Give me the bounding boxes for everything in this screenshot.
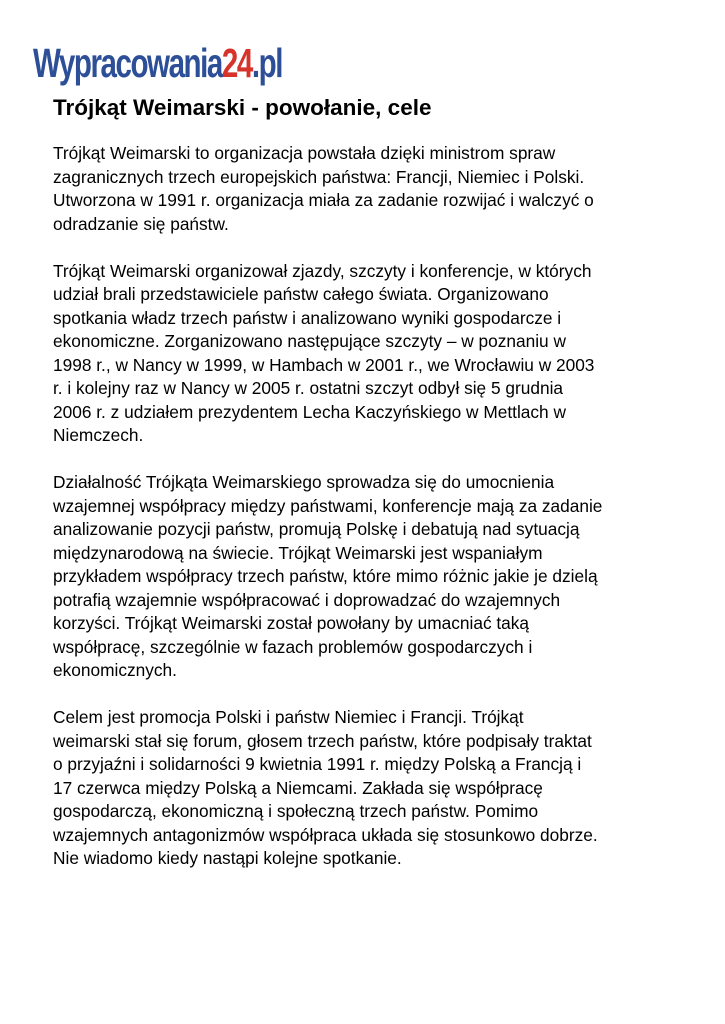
text-line: ekonomiczne. Zorganizowano następujące szczyty – w poznaniu w <box>53 331 566 351</box>
text-line: Celem jest promocja Polski i państw Niemiec i Francji. Trójkąt <box>53 707 524 727</box>
text-line: Nie wiadomo kiedy nastąpi kolejne spotkanie. <box>53 848 402 868</box>
text-line: analizowanie pozycji państw, promują Polskę i debatują nad sytuacją <box>53 519 580 539</box>
text-line: odradzanie się państw. <box>53 213 229 234</box>
paragraph <box>53 260 693 448</box>
text-line: ekonomicznych. <box>53 660 177 680</box>
document-title: Trójkąt Weimarski - powołanie, cele <box>53 95 432 120</box>
site-logo[interactable] <box>33 14 282 84</box>
text-line: korzyści. Trójkąt Weimarski został powołany by umacniać taką <box>53 613 530 633</box>
text-line: wzajemnej współpracy między państwami, konferencje mają za zadanie <box>53 495 603 516</box>
logo-name: Wypracowania <box>33 40 222 86</box>
text-line: Niemczech. <box>53 425 144 445</box>
text-line: Działalność Trójkąta Weimarskiego sprowadza się do umocnienia <box>53 472 555 492</box>
text-line: międzynarodową na świecie. Trójkąt Weimarski jest wspaniałym <box>53 542 543 563</box>
text-line: Utworzona w 1991 r. organizacja miała za zadanie rozwijać i walczyć o <box>53 190 594 210</box>
logo-tld: .pl <box>251 40 282 86</box>
text-line: Trójkąt Weimarski organizował zjazdy, szczyty i konferencje, w których <box>53 260 592 281</box>
text-line: gospodarczą, ekonomiczną i społeczną trzech państw. Pomimo <box>53 801 539 821</box>
text-line: zagranicznych trzech europejskich państwa: Francji, Niemiec i Polski. <box>53 166 585 187</box>
text-line: 17 czerwca między Polską a Niemcami. Zakłada się współpracę <box>53 777 543 798</box>
text-line: potrafią wzajemnie współpracować i doprowadzać do wzajemnych <box>53 589 561 610</box>
text-line: 1998 r., w Nancy w 1999, w Hambach w 2001 r., we Wrocławiu w 2003 <box>53 354 595 375</box>
text-line: przykładem współpracy trzech państw, które mimo różnic jakie je dzielą <box>53 566 598 586</box>
logo-number: 24 <box>221 40 252 86</box>
paragraph <box>53 706 693 871</box>
paragraph <box>53 471 693 683</box>
text-line: 2006 r. z udziałem prezydentem Lecha Kaczyńskiego w Mettlach w <box>53 401 566 422</box>
text-line: Trójkąt Weimarski to organizacja powstała dzięki ministrom spraw <box>53 143 556 163</box>
text-line: udział brali przedstawiciele państw całego świata. Organizowano <box>53 284 549 304</box>
text-line: r. i kolejny raz w Nancy w 2005 r. ostatni szczyt odbył się 5 grudnia <box>53 378 564 398</box>
paragraph <box>53 142 693 236</box>
text-line: o przyjaźni i solidarności 9 kwietnia 1991 r. między Polską a Francją i <box>53 754 582 774</box>
text-line: współpracę, szczególnie w fazach problemów gospodarczych i <box>53 636 533 657</box>
text-line: spotkania władz trzech państw i analizowano wyniki gospodarcze i <box>53 307 562 328</box>
text-line: wzajemnych antagonizmów współpraca układa się stosunkowo dobrze. <box>53 824 598 845</box>
document-body <box>53 142 693 894</box>
text-line: weimarski stał się forum, głosem trzech państw, które podpisały traktat <box>53 730 592 751</box>
